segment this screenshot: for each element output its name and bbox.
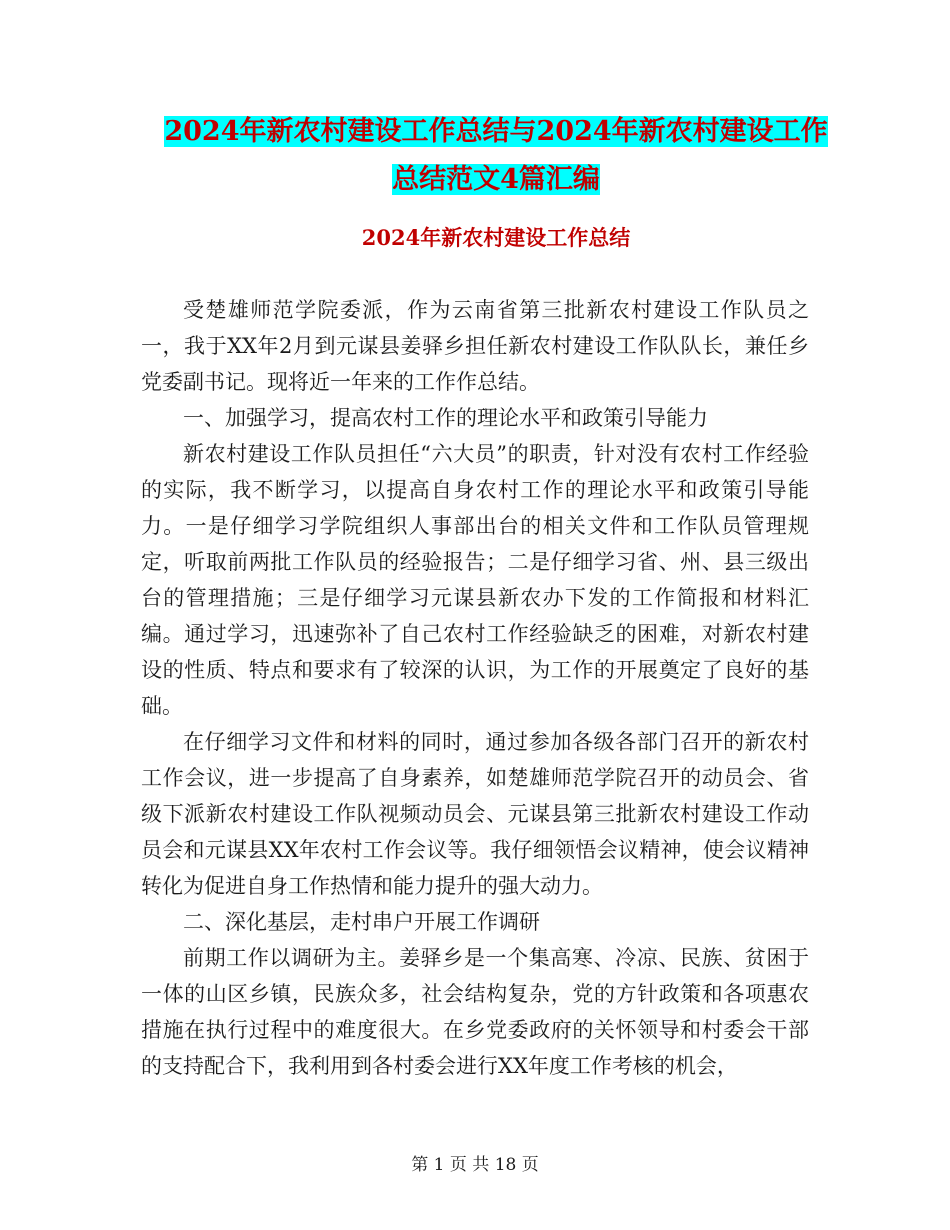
paragraph-research: 前期工作以调研为主。姜驿乡是一个集高寒、冷凉、民族、贫困于一体的山区乡镇，民族众多，社会结构复杂，党的方针政策和各项惠农措施在执行过程中的难度很大。在乡党委政府的关怀领导和村委会干部的支持配合下，我利用到各村委会进行XX年度工作考核的机会，: [141, 946, 809, 1078]
document-title-line-1: 2024年新农村建设工作总结与2024年新农村建设工作: [164, 116, 828, 147]
paragraph-study: 新农村建设工作队员担任“六大员”的职责，针对没有农村工作经验的实际，我不断学习，以提高自身农村工作的理论水平和政策引导能力。一是仔细学习学院组织人事部出台的相关文件和工作队员管理规定，听取前两批工作队员的经验报告；二是仔细学习省、州、县三级出台的管理措施；三是仔细学习元谋县新农办下发的工作简报和材料汇编。通过学习，迅速弥补了自己农村工作经验缺乏的困难，对新农村建设的性质、特点和要求有了较深的认识，为工作的开展奠定了良好的基础。: [141, 442, 809, 718]
page-footer: 第 1 页 共 18 页: [411, 1155, 539, 1175]
paragraph-meetings: 在仔细学习文件和材料的同时，通过参加各级各部门召开的新农村工作会议，进一步提高了自身素养，如楚雄师范学院召开的动员会、省级下派新农村建设工作队视频动员会、元谋县第三批新农村建设工作动员会和元谋县XX年农村工作会议等。我仔细领悟会议精神，使会议精神转化为促进自身工作热情和能力提升的强大动力。: [141, 730, 809, 898]
paragraph-intro: 受楚雄师范学院委派，作为云南省第三批新农村建设工作队员之一，我于XX年2月到元谋县姜驿乡担任新农村建设工作队队长，兼任乡党委副书记。现将近一年来的工作作总结。: [141, 298, 809, 394]
heading-study: 一、加强学习，提高农村工作的理论水平和政策引导能力: [183, 406, 708, 430]
document-title: [140, 108, 852, 204]
heading-grassroots: 二、深化基层，走村串户开展工作调研: [183, 910, 540, 934]
section-title: 2024年新农村建设工作总结: [361, 225, 631, 250]
document-title-line-2: 总结范文4篇汇编: [392, 164, 600, 195]
document-body: [141, 292, 809, 1084]
